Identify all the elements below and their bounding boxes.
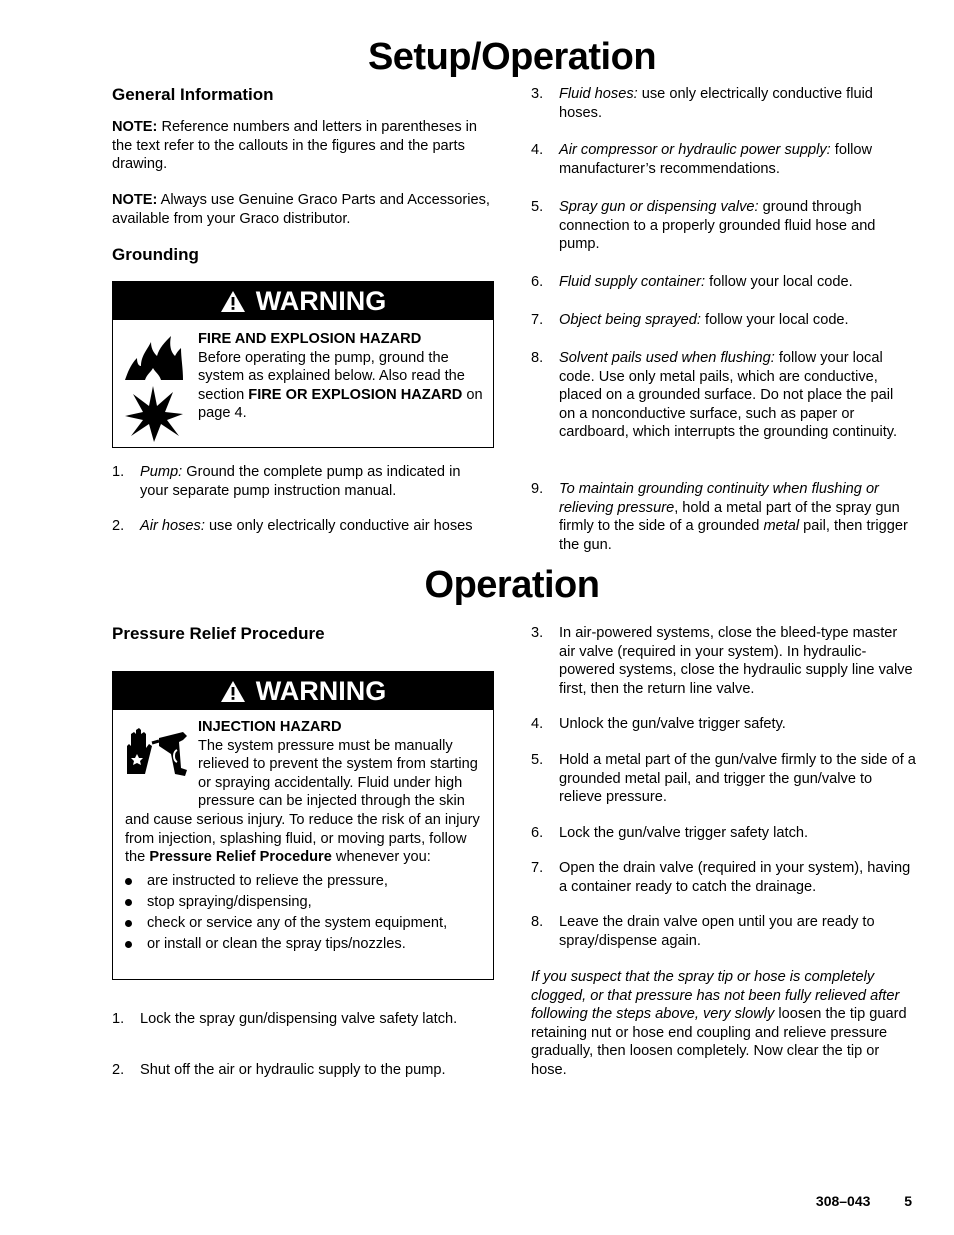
step-text: Lock the spray gun/dispensing valve safety latch. <box>140 1011 458 1027</box>
page-number: 5 <box>904 1193 912 1209</box>
grounding-item-1 <box>112 463 492 500</box>
item-text: , hold a metal part of the spray gun firmly to the side of a grounded <box>559 499 900 535</box>
step-text: Lock the gun/valve trigger safety latch. <box>559 825 809 841</box>
page-title-operation: Operation <box>424 564 600 606</box>
note-text: Always use Genuine Graco Parts and Accessories, available from your Graco distributor. <box>112 192 490 227</box>
item-text: ground through connection to a properly grounded fluid hose and pump. <box>559 199 876 253</box>
page-title-setup-operation: Setup/Operation <box>367 36 657 78</box>
explosion-icon <box>123 384 185 444</box>
item-number: 3. <box>531 86 544 102</box>
item-text: follow your local code. <box>705 274 853 290</box>
fire-hazard-text <box>198 330 488 423</box>
pressure-step-6 <box>531 824 916 843</box>
warning-triangle-icon <box>220 680 246 703</box>
warning-triangle-icon <box>220 290 246 313</box>
step-number: 7. <box>531 860 544 876</box>
step-text: Unlock the gun/valve trigger safety. <box>559 716 786 732</box>
fire-hazard-section-ref: FIRE OR EXPLOSION HAZARD <box>248 386 463 403</box>
grounding-item-6 <box>531 273 911 292</box>
pressure-step-8 <box>531 913 916 950</box>
warning-label: WARNING <box>255 285 387 316</box>
item-subject: Air compressor or hydraulic power supply: <box>559 142 831 158</box>
step-number: 8. <box>531 914 544 930</box>
step-text: Leave the drain valve open until you are ready to spray/dispense again. <box>559 914 875 949</box>
item-subject: Fluid hoses: <box>559 86 638 102</box>
item-text: follow your local code. Use only metal pails, which are conductive, placed on a grounded surface. Do not place the pail on a nonconductive surface, such as paper or cardboard, which interrupts the grounding continuity. <box>559 350 898 441</box>
item-number: 7. <box>531 312 544 328</box>
item-number: 9. <box>531 481 544 497</box>
item-subject: Air hoses: <box>140 518 205 534</box>
step-number: 2. <box>112 1062 125 1078</box>
item-number: 5. <box>531 199 544 215</box>
item-emphasis: metal <box>763 518 800 535</box>
item-subject: Pump: <box>140 464 183 480</box>
step-number: 1. <box>112 1011 125 1027</box>
grounding-heading: Grounding <box>112 245 199 264</box>
pressure-relief-procedure-ref: Pressure Relief Procedure <box>149 849 332 866</box>
item-subject: Object being sprayed: <box>559 312 701 328</box>
note-label: NOTE: <box>112 192 158 208</box>
step-number: 4. <box>531 716 544 732</box>
grounding-item-9 <box>531 480 911 554</box>
injection-hazard-body <box>125 737 487 867</box>
document-number: 308–043 <box>815 1193 871 1209</box>
step-number: 3. <box>531 625 544 641</box>
item-number: 8. <box>531 350 544 366</box>
item-number: 6. <box>531 274 544 290</box>
note-text: Reference numbers and letters in parentheses in the text refer to the callouts in the figures and the parts drawing. <box>112 119 478 173</box>
clogged-tip-italic: If you suspect that the spray tip or hose is completely clogged, or that pressure has not been fully relieved after following the steps above, very slowly <box>531 969 900 1023</box>
list-item: are instructed to relieve the pressure, <box>125 872 487 891</box>
warning-header <box>113 282 493 320</box>
item-subject: To maintain grounding continuity when flushing or relieving pressure <box>559 481 879 516</box>
pressure-step-4 <box>531 715 916 734</box>
injection-hazard-title: INJECTION HAZARD <box>198 719 342 735</box>
pressure-step-7 <box>531 859 916 896</box>
grounding-item-4 <box>531 141 911 178</box>
item-subject: Solvent pails used when flushing: <box>559 350 775 366</box>
note-genuine-parts <box>112 191 490 228</box>
item-text: use only electrically conductive air hoses <box>204 518 473 534</box>
item-subject: Fluid supply container: <box>559 274 706 290</box>
item-text: Ground the complete pump as indicated in your separate pump instruction manual. <box>140 464 461 499</box>
pressure-step-5 <box>531 751 916 807</box>
general-information-heading: General Information <box>112 85 274 104</box>
page-footer <box>816 1193 912 1209</box>
item-text: follow manufacturer’s recommendations. <box>559 142 873 177</box>
grounding-item-8 <box>531 349 911 442</box>
step-text: Hold a metal part of the gun/valve firmly to the side of a grounded metal pail, and trigger the gun/valve to relieve pressure. <box>559 752 916 806</box>
step-number: 6. <box>531 825 544 841</box>
fire-icon <box>123 332 185 382</box>
item-subject: Spray gun or dispensing valve: <box>559 199 759 215</box>
injection-warning-box <box>112 671 494 980</box>
grounding-item-5 <box>531 198 911 254</box>
pressure-step-3 <box>531 624 916 698</box>
item-number: 1. <box>112 464 125 480</box>
item-text-end: pail, then trigger the gun. <box>559 518 908 553</box>
pressure-relief-conditions-list <box>125 872 487 954</box>
pressure-relief-heading: Pressure Relief Procedure <box>112 624 325 643</box>
item-number: 2. <box>112 518 125 534</box>
injection-hazard-body-end: whenever you: <box>331 849 431 866</box>
pressure-step-1 <box>112 1010 492 1029</box>
note-reference-numbers <box>112 118 490 174</box>
grounding-item-2 <box>112 517 492 536</box>
injection-hazard-body-text: The system pressure must be manually relieved to prevent the system from starting or spraying accidentally. Fluid under high pressure can be injected through the skin and cause serious injury. To reduce the risk of an injury from injection, splashing fluid, or moving parts, follow the <box>125 737 480 866</box>
list-item: stop spraying/dispensing, <box>125 893 487 912</box>
list-item: check or service any of the system equipment, <box>125 914 487 933</box>
clogged-tip-text: loosen the tip guard retaining nut or hose end coupling and relieve pressure gradually, then loosen completely. Now clear the tip or hose. <box>531 1006 907 1078</box>
warning-header <box>113 672 493 710</box>
list-item: or install or clean the spray tips/nozzles. <box>125 935 487 954</box>
step-text: In air-powered systems, close the bleed-type master air valve (required in your system). In hydraulic-powered systems, close the hydraulic supply line valve first, then the return line valve. <box>559 625 913 697</box>
item-number: 4. <box>531 142 544 158</box>
step-number: 5. <box>531 752 544 768</box>
step-text: Shut off the air or hydraulic supply to the pump. <box>140 1062 446 1078</box>
warning-label: WARNING <box>255 675 387 706</box>
note-label: NOTE: <box>112 119 158 135</box>
pressure-step-2 <box>112 1061 492 1080</box>
fire-hazard-body: Before operating the pump, ground the system as explained below. Also read the section <box>198 349 465 403</box>
clogged-tip-paragraph <box>531 968 916 1080</box>
item-text: use only electrically conductive fluid hoses. <box>559 86 873 121</box>
injection-hazard-text <box>125 718 487 956</box>
item-text: follow your local code. <box>700 312 849 328</box>
fire-explosion-warning-box <box>112 281 494 448</box>
grounding-item-7 <box>531 311 911 330</box>
step-text: Open the drain valve (required in your system), having a container ready to catch the drainage. <box>559 860 911 895</box>
fire-hazard-title: FIRE AND EXPLOSION HAZARD <box>198 331 422 347</box>
grounding-item-3 <box>531 85 911 122</box>
fire-hazard-page-ref: on page 4. <box>198 386 483 422</box>
